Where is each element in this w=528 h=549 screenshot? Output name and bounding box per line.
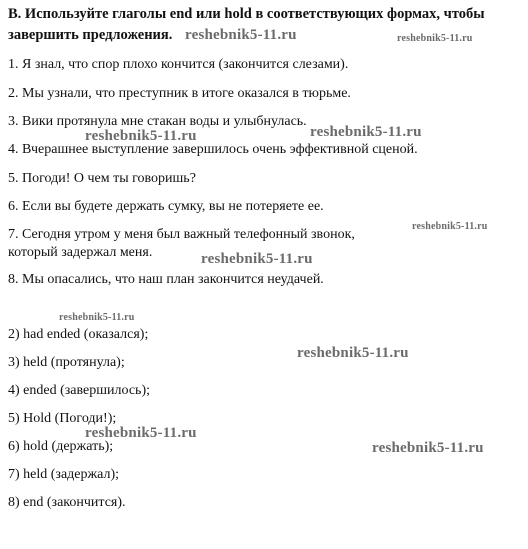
answer-8: 8) end (закончится). xyxy=(8,495,126,510)
answer-4: 4) ended (завершилось); xyxy=(8,383,150,398)
task-heading-line-1: В. Используйте глаголы end или hold в соответствующих формах, чтобы xyxy=(8,6,485,22)
answer-7: 7) held (задержал); xyxy=(8,467,120,482)
watermark: reshebnik5-11.ru xyxy=(85,128,197,144)
answer-5: 5) Hold (Погоди!); xyxy=(8,411,117,426)
sentence-6: 6. Если вы будете держать сумку, вы не потеряете ее. xyxy=(8,199,324,214)
watermark: reshebnik5-11.ru xyxy=(397,33,473,44)
watermark: reshebnik5-11.ru xyxy=(310,124,422,140)
watermark: reshebnik5-11.ru xyxy=(412,221,488,232)
sentence-4: 4. Вчерашнее выступление завершилось очень эффективной сценой. xyxy=(8,142,418,157)
sentence-1: 1. Я знал, что спор плохо кончится (закончится слезами). xyxy=(8,57,349,72)
watermark: reshebnik5-11.ru xyxy=(85,425,197,441)
watermark: reshebnik5-11.ru xyxy=(372,440,484,456)
answer-6: 6) hold (держать); xyxy=(8,439,114,454)
sentence-7-line-1: 7. Сегодня утром у меня был важный телефонный звонок, xyxy=(8,227,355,242)
sentence-5: 5. Погоди! О чем ты говоришь? xyxy=(8,171,196,186)
watermark: reshebnik5-11.ru xyxy=(201,251,313,267)
task-heading-line-2: завершить предложения. xyxy=(8,27,173,43)
watermark: reshebnik5-11.ru xyxy=(59,312,135,323)
sentence-7-line-2: который задержал меня. xyxy=(8,245,153,260)
sentence-3: 3. Вики протянула мне стакан воды и улыбнулась. xyxy=(8,114,307,129)
watermark: reshebnik5-11.ru xyxy=(185,27,297,43)
answer-3: 3) held (протянула); xyxy=(8,355,125,370)
sentence-8: 8. Мы опасались, что наш план закончится неудачей. xyxy=(8,272,324,287)
watermark: reshebnik5-11.ru xyxy=(297,345,409,361)
answer-2: 2) had ended (оказался); xyxy=(8,327,149,342)
sentence-2: 2. Мы узнали, что преступник в итоге оказался в тюрьме. xyxy=(8,86,351,101)
